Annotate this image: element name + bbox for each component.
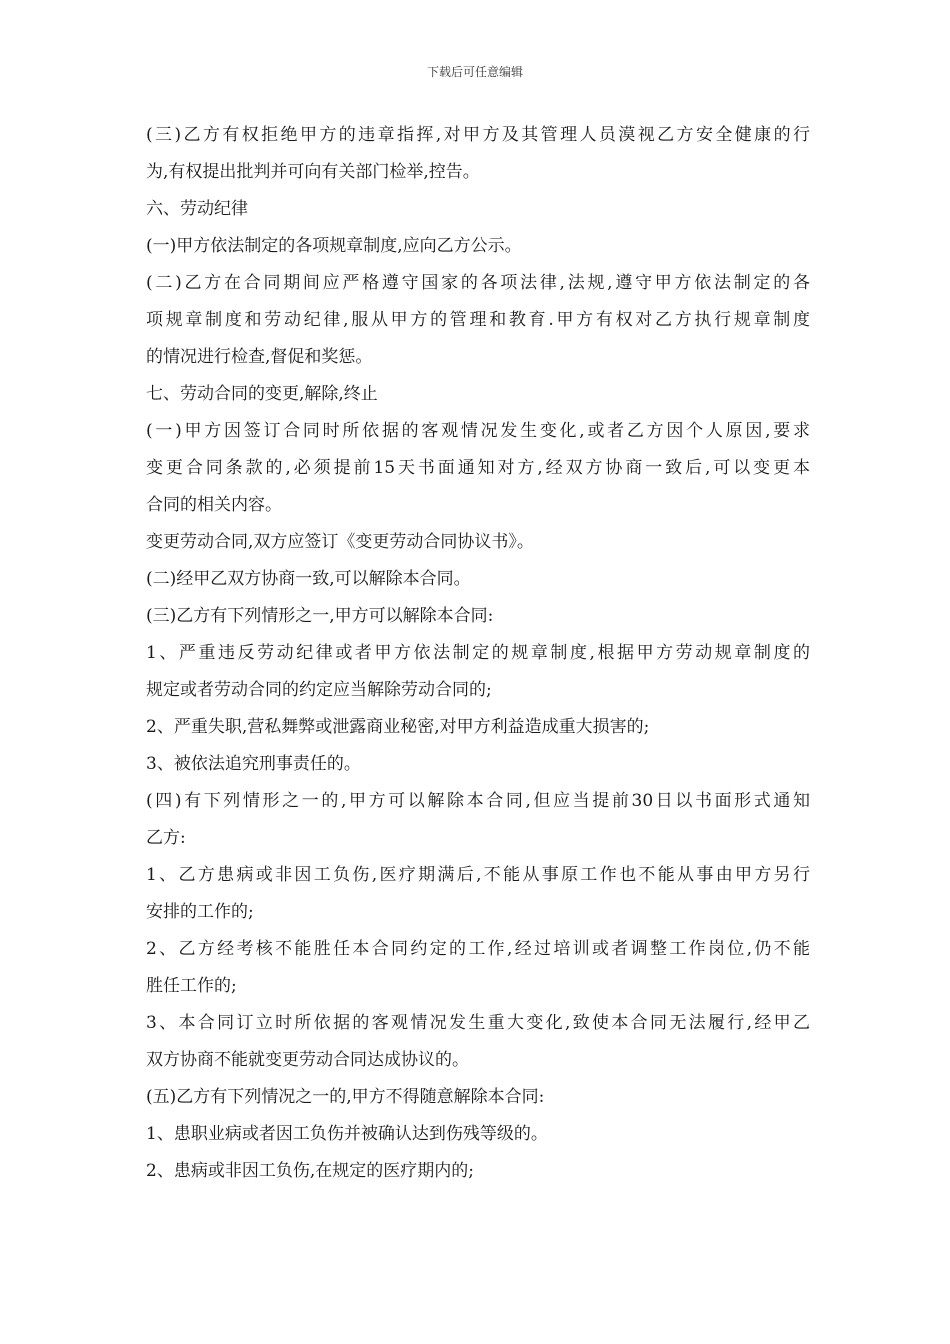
text-line: 2、乙方经考核不能胜任本合同约定的工作,经过培训或者调整工作岗位,仍不能 — [146, 939, 810, 959]
text-line: 合同的相关内容。 — [146, 495, 282, 515]
text-line: 双方协商不能就变更劳动合同达成协议的。 — [146, 1050, 469, 1070]
text-line: 七、劳动合同的变更,解除,终止 — [146, 384, 378, 404]
text-line: 1、患职业病或者因工负伤并被确认达到伤残等级的。 — [146, 1124, 548, 1144]
text-line: 3、被依法追究刑事责任的。 — [146, 754, 361, 774]
text-line: 项规章制度和劳动纪律,服从甲方的管理和教育.甲方有权对乙方执行规章制度 — [146, 310, 810, 330]
text-line: 1、乙方患病或非因工负伤,医疗期满后,不能从事原工作也不能从事由甲方另行 — [146, 865, 810, 885]
text-line: (一)甲方因签订合同时所依据的客观情况发生变化,或者乙方因个人原因,要求 — [146, 421, 810, 441]
text-line: (三)乙方有下列情形之一,甲方可以解除本合同: — [146, 606, 494, 626]
document-body — [146, 117, 810, 1190]
text-line: 安排的工作的; — [146, 902, 254, 922]
text-line: 变更合同条款的,必须提前15天书面通知对方,经双方协商一致后,可以变更本 — [146, 458, 810, 478]
text-line: (二)乙方在合同期间应严格遵守国家的各项法律,法规,遵守甲方依法制定的各 — [146, 273, 810, 293]
text-line: 2、严重失职,营私舞弊或泄露商业秘密,对甲方利益造成重大损害的; — [146, 717, 650, 737]
text-line: 六、劳动纪律 — [146, 199, 248, 219]
page-header: 下载后可任意编辑 — [426, 65, 523, 79]
text-line: (三)乙方有权拒绝甲方的违章指挥,对甲方及其管理人员漠视乙方安全健康的行 — [146, 125, 810, 145]
text-line: 变更劳动合同,双方应签订《变更劳动合同协议书》。 — [146, 532, 534, 552]
text-line: (四)有下列情形之一的,甲方可以解除本合同,但应当提前30日以书面形式通知 — [146, 791, 810, 811]
text-line: 为,有权提出批判并可向有关部门检举,控告。 — [146, 162, 480, 182]
text-line: 乙方: — [146, 828, 186, 848]
text-line: 1、严重违反劳动纪律或者甲方依法制定的规章制度,根据甲方劳动规章制度的 — [146, 643, 810, 663]
text-line: 3、本合同订立时所依据的客观情况发生重大变化,致使本合同无法履行,经甲乙 — [146, 1013, 810, 1033]
text-line: 2、患病或非因工负伤,在规定的医疗期内的; — [146, 1161, 474, 1181]
text-line: 规定或者劳动合同的约定应当解除劳动合同的; — [146, 680, 492, 700]
text-line: (二)经甲乙双方协商一致,可以解除本合同。 — [146, 569, 471, 589]
text-line: (五)乙方有下列情况之一的,甲方不得随意解除本合同: — [146, 1087, 545, 1107]
text-line: (一)甲方依法制定的各项规章制度,应向乙方公示。 — [146, 236, 522, 256]
text-line: 胜任工作的; — [146, 976, 237, 996]
text-line: 的情况进行检查,督促和奖惩。 — [146, 347, 373, 367]
